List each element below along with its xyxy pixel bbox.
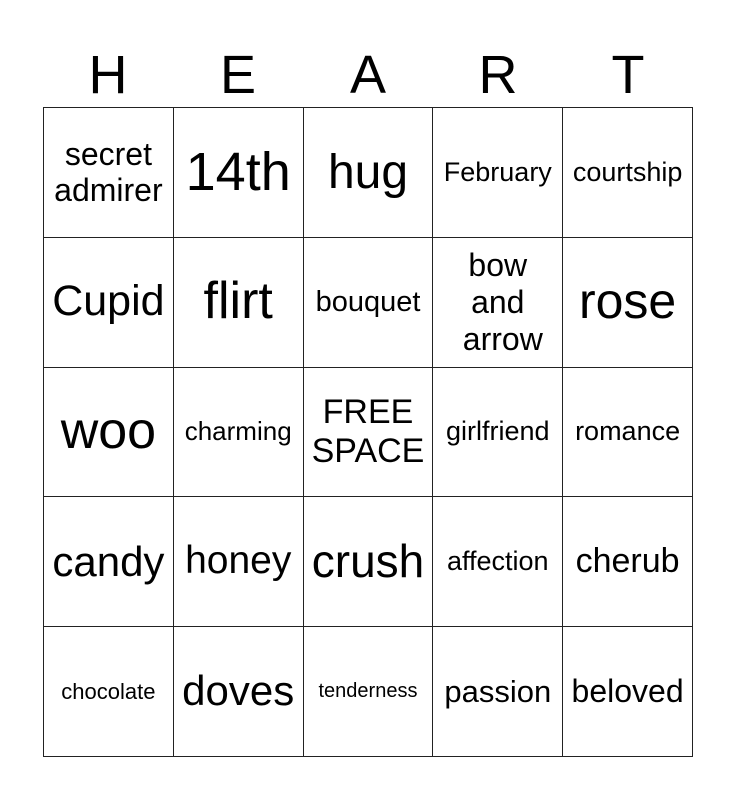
bingo-cell[interactable] bbox=[433, 368, 563, 498]
header-letter-t: T bbox=[611, 45, 645, 105]
cell-label: beloved bbox=[571, 673, 684, 710]
header-letter-a: A bbox=[349, 45, 387, 105]
cell-label: crush bbox=[311, 535, 425, 588]
header-letter-h: H bbox=[88, 45, 128, 105]
bingo-cell[interactable] bbox=[433, 108, 563, 238]
bingo-cell[interactable] bbox=[174, 627, 304, 757]
cell-label: FREE SPACE bbox=[311, 392, 425, 470]
bingo-cell[interactable] bbox=[563, 497, 693, 627]
cell-label: passion bbox=[444, 673, 552, 709]
cell-label: honey bbox=[185, 539, 292, 583]
bingo-cell[interactable] bbox=[433, 238, 563, 368]
cell-label: candy bbox=[52, 537, 165, 585]
cell-label: hug bbox=[327, 145, 409, 199]
bingo-cell[interactable] bbox=[433, 627, 563, 757]
cell-label: charming bbox=[184, 416, 292, 447]
bingo-cell[interactable] bbox=[304, 238, 434, 368]
cell-label: February bbox=[443, 156, 552, 187]
cell-label: affection bbox=[446, 546, 549, 577]
cell-label: secret admirer bbox=[54, 135, 163, 209]
bingo-board bbox=[43, 107, 693, 757]
bingo-cell[interactable] bbox=[44, 368, 174, 498]
bingo-cell[interactable] bbox=[174, 497, 304, 627]
bingo-cell[interactable] bbox=[304, 627, 434, 757]
bingo-cell[interactable] bbox=[174, 108, 304, 238]
cell-label: romance bbox=[575, 416, 681, 447]
header-letter-r: R bbox=[478, 45, 518, 105]
cell-label: chocolate bbox=[61, 678, 156, 704]
bingo-cell[interactable] bbox=[304, 368, 434, 498]
bingo-cell[interactable] bbox=[174, 238, 304, 368]
cell-label: doves bbox=[182, 667, 295, 715]
cell-label: woo bbox=[60, 402, 157, 461]
cell-label: Cupid bbox=[52, 277, 165, 326]
cell-label: cherub bbox=[575, 542, 680, 581]
cell-label: bow and arrow bbox=[462, 247, 543, 357]
bingo-cell[interactable] bbox=[433, 497, 563, 627]
bingo-cell[interactable] bbox=[174, 368, 304, 498]
bingo-cell[interactable] bbox=[563, 368, 693, 498]
cell-label: rose bbox=[578, 273, 677, 330]
cell-label: flirt bbox=[203, 272, 273, 331]
cell-label: bouquet bbox=[315, 285, 421, 318]
bingo-header bbox=[43, 44, 693, 106]
bingo-cell[interactable] bbox=[44, 627, 174, 757]
cell-label: tenderness bbox=[318, 680, 418, 703]
bingo-cell[interactable] bbox=[304, 497, 434, 627]
cell-label: courtship bbox=[572, 156, 683, 187]
bingo-cell[interactable] bbox=[44, 238, 174, 368]
bingo-cell[interactable] bbox=[563, 627, 693, 757]
bingo-cell[interactable] bbox=[44, 108, 174, 238]
bingo-cell[interactable] bbox=[563, 108, 693, 238]
bingo-cell[interactable] bbox=[563, 238, 693, 368]
cell-label: girlfriend bbox=[446, 416, 550, 447]
bingo-cell[interactable] bbox=[304, 108, 434, 238]
cell-label: 14th bbox=[185, 142, 291, 203]
header-letter-e: E bbox=[219, 45, 257, 105]
bingo-cell[interactable] bbox=[44, 497, 174, 627]
